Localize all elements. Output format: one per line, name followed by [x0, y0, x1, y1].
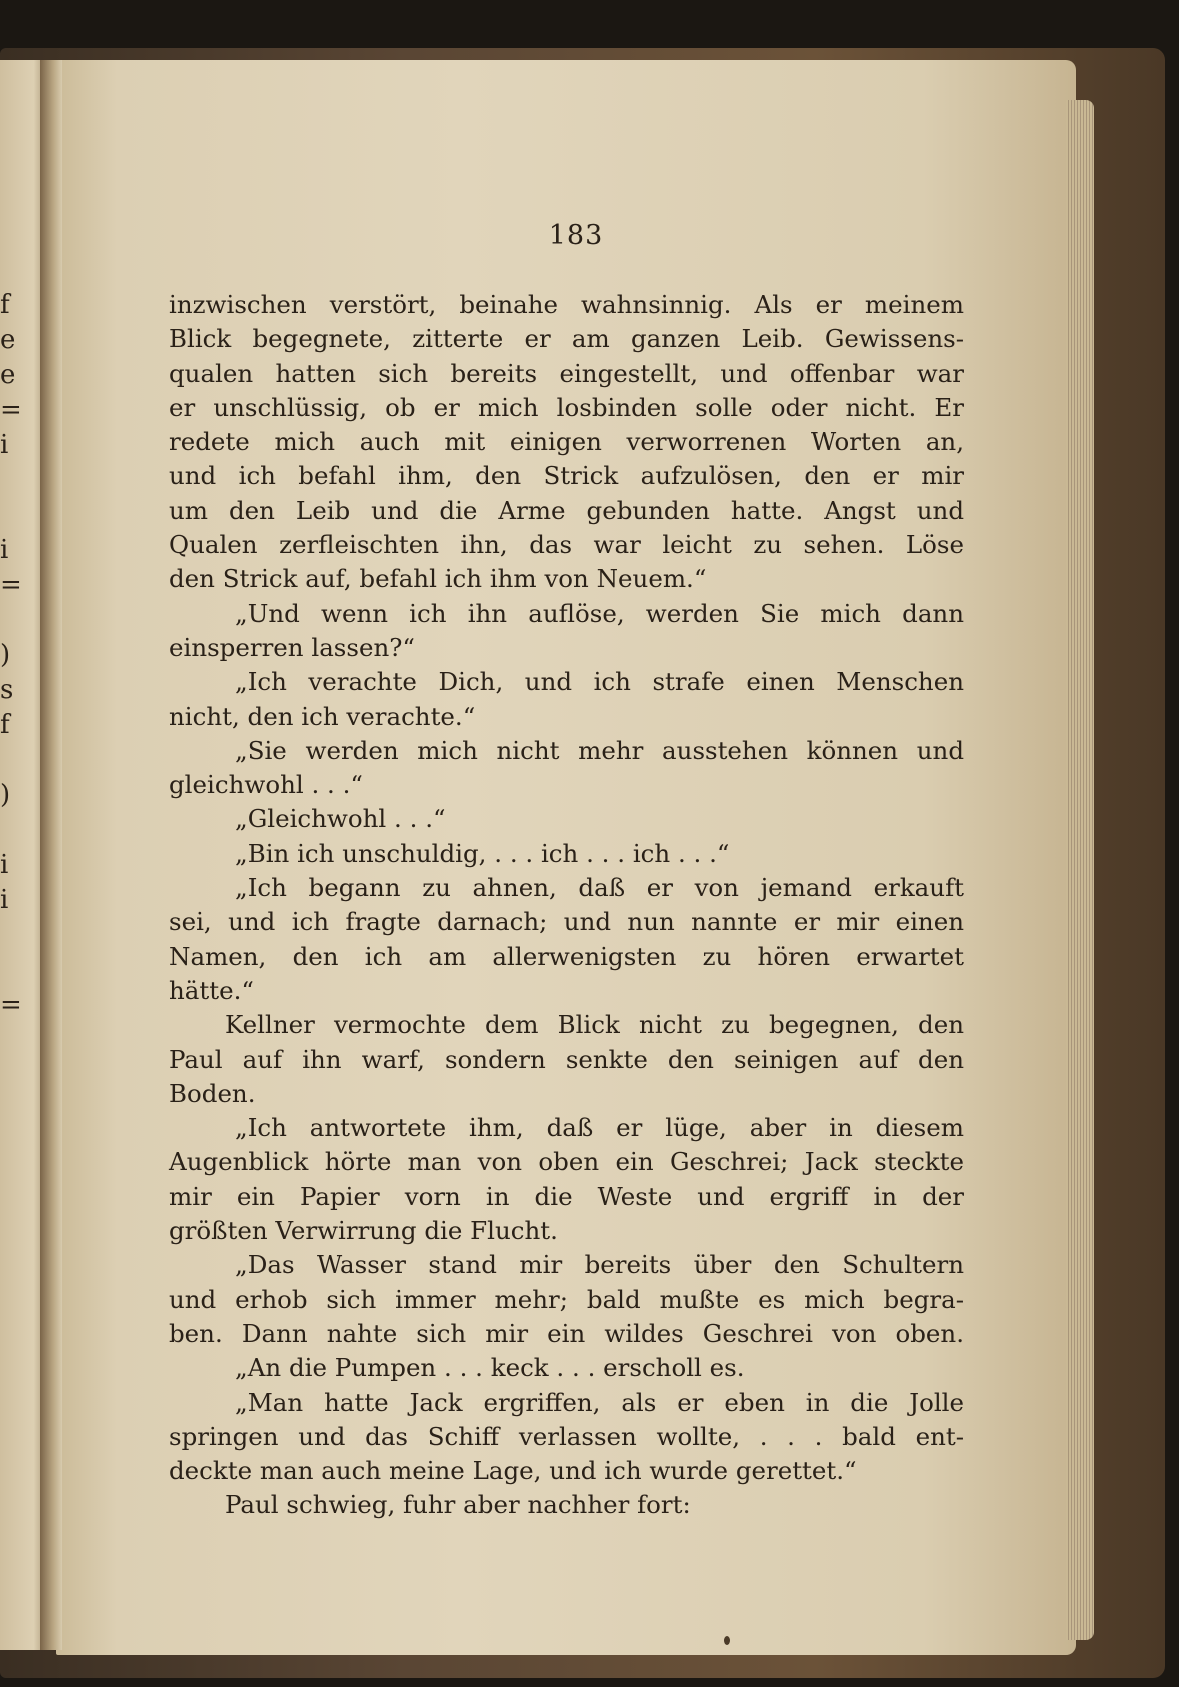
previous-page-fragment	[0, 605, 20, 640]
previous-page-fragment	[0, 815, 20, 850]
previous-page-fragment: i	[0, 850, 9, 880]
text-line: den Strick auf, befahl ich ihm von Neuem.“	[169, 564, 707, 594]
previous-page-fragment	[0, 465, 20, 500]
text-line: „Ich begann zu ahnen, daß er von jemand erkauft	[235, 873, 964, 903]
page-number: 183	[548, 220, 604, 251]
text-line: qualen hatten sich bereits eingestellt, und offenbar war	[169, 358, 964, 388]
text-line: ben. Dann nahte sich mir ein wildes Geschrei von oben.	[169, 1318, 964, 1348]
previous-page-fragment: i	[0, 430, 9, 460]
book-gutter	[40, 60, 62, 1650]
previous-page-fragment: s	[0, 675, 14, 705]
page-text	[169, 288, 964, 1523]
text-line: einsperren lassen?“	[169, 632, 415, 662]
text-line: und erhob sich immer mehr; bald mußte es mich begra-	[169, 1284, 964, 1314]
text-line: „Sie werden mich nicht mehr ausstehen können und	[235, 735, 964, 765]
text-line: mir ein Papier vorn in die Weste und ergriff in der	[169, 1181, 964, 1211]
text-line: Augenblick hörte man von oben ein Geschrei; Jack steckte	[169, 1147, 964, 1177]
text-line: „Ich antwortete ihm, daß er lüge, aber in diesem	[235, 1113, 964, 1143]
text-line: Qualen zerfleischten ihn, das war leicht zu sehen. Löse	[169, 530, 964, 560]
previous-page-fragment	[0, 1025, 20, 1060]
text-line: größten Verwirrung die Flucht.	[169, 1216, 558, 1246]
previous-page-fragment: e	[0, 360, 16, 390]
text-line: sei, und ich fragte darnach; und nun nannte er mir einen	[169, 907, 964, 937]
text-line: Paul schwieg, fuhr aber nachher fort:	[225, 1490, 691, 1520]
previous-page-fragment	[0, 920, 20, 955]
previous-page-fragment: )	[0, 780, 11, 810]
previous-page-fragment	[0, 500, 20, 535]
text-line: inzwischen verstört, beinahe wahnsinnig. Als er meinem	[169, 290, 964, 319]
previous-page-fragment	[0, 955, 20, 990]
previous-page-fragment: f	[0, 710, 10, 740]
text-line: „Das Wasser stand mir bereits über den Schultern	[235, 1250, 964, 1280]
previous-page-fragment: f	[0, 290, 10, 320]
previous-page-fragments	[0, 290, 20, 1060]
text-line: „Bin ich unschuldig, . . . ich . . . ich . . .“	[235, 838, 730, 868]
previous-page-fragment: e	[0, 325, 16, 355]
previous-page-fragment	[0, 745, 20, 780]
text-line: Namen, den ich am allerwenigsten zu hören erwartet	[169, 941, 964, 971]
text-line: Paul auf ihn warf, sondern senkte den seinigen auf den	[169, 1044, 964, 1074]
previous-page-fragment: =	[0, 395, 22, 425]
text-line: redete mich auch mit einigen verworrenen Worten an,	[169, 427, 964, 457]
book-page	[56, 60, 1076, 1655]
text-line: „Man hatte Jack ergriffen, als er eben in die Jolle	[235, 1387, 964, 1417]
previous-page-fragment: =	[0, 990, 22, 1020]
text-line: um den Leib und die Arme gebunden hatte. Angst und	[169, 495, 964, 525]
text-line: und ich befahl ihm, den Strick aufzulösen, den er mir	[169, 461, 964, 491]
text-line: Kellner vermochte dem Blick nicht zu begegnen, den	[225, 1010, 964, 1040]
previous-page-fragment: )	[0, 640, 11, 670]
text-line: „Gleichwohl . . .“	[235, 804, 446, 834]
text-line: springen und das Schiff verlassen wollte, . . . bald ent-	[169, 1421, 964, 1451]
previous-page-fragment: =	[0, 570, 22, 600]
page-stack-edge	[1066, 100, 1094, 1640]
text-line: nicht, den ich verachte.“	[169, 701, 476, 731]
text-line: gleichwohl . . .“	[169, 770, 363, 800]
text-line: „Ich verachte Dich, und ich strafe einen Menschen	[235, 667, 964, 697]
text-line: er unschlüssig, ob er mich losbinden solle oder nicht. Er	[169, 392, 964, 422]
text-line: Boden.	[169, 1078, 256, 1108]
ink-mark	[724, 1636, 730, 1645]
previous-page-fragment: i	[0, 535, 9, 565]
text-line: hätte.“	[169, 975, 254, 1005]
text-line: deckte man auch meine Lage, und ich wurde gerettet.“	[169, 1456, 857, 1486]
text-line: Blick begegnete, zitterte er am ganzen Leib. Gewissens-	[169, 324, 964, 354]
previous-page-fragment: i	[0, 885, 9, 915]
text-line: „Und wenn ich ihn auflöse, werden Sie mich dann	[235, 598, 964, 628]
text-line: „An die Pumpen . . . keck . . . erscholl es.	[235, 1353, 745, 1383]
